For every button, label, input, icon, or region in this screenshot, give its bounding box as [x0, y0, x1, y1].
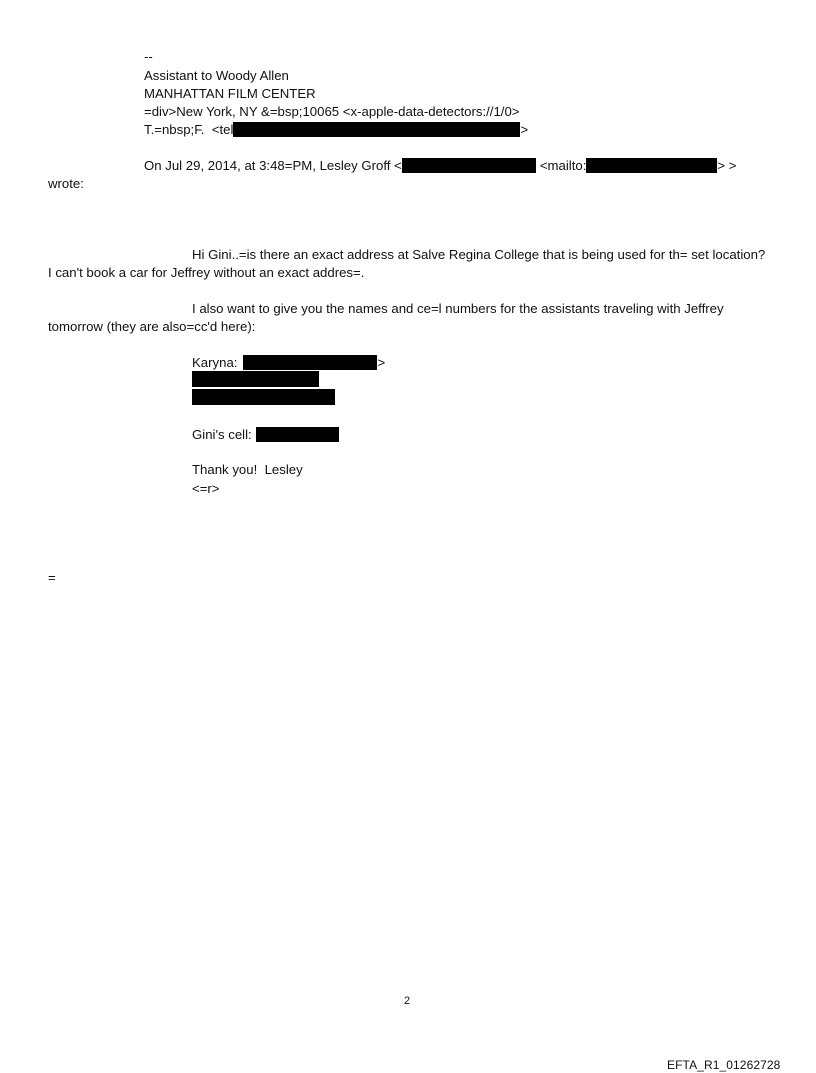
- quote-end: > >: [717, 158, 737, 173]
- gini-cell-label: Gini's cell:: [192, 427, 252, 442]
- karyna-label: Karyna:: [192, 355, 238, 370]
- signature-address: =div>New York, NY &=bsp;10065 <x-apple-data-detectors://1/0>: [144, 104, 520, 119]
- redaction-karyna-line2: [192, 371, 319, 387]
- document-id: EFTA_R1_01262728: [667, 1058, 781, 1072]
- trailing-equals: =: [48, 570, 56, 585]
- redaction-phone: [233, 122, 520, 137]
- redaction-gini-cell: [256, 427, 339, 442]
- quote-wrote: wrote:: [48, 176, 84, 191]
- phone-prefix: T.=nbsp;F. <tel: [144, 122, 234, 137]
- body-para2-line2: tomorrow (they are also=cc'd here):: [48, 319, 256, 334]
- redaction-karyna-line3: [192, 389, 335, 405]
- quote-mailto: <mailto:: [539, 158, 587, 173]
- karyna-suffix: >: [377, 355, 386, 370]
- body-para2-line1: I also want to give you the names and ce=l numbers for the assistants traveling with Jeffrey: [192, 301, 724, 316]
- quote-prefix: On Jul 29, 2014, at 3:48=PM, Lesley Groff <: [144, 158, 402, 173]
- redaction-mailto: [586, 158, 717, 173]
- gini-cell-line: [192, 426, 339, 443]
- body-para1-line2: I can't book a car for Jeffrey without an exact addres=.: [48, 265, 365, 280]
- sign-off: Thank you! Lesley: [192, 462, 303, 477]
- karyna-line: [192, 354, 385, 371]
- signature-dashes: --: [144, 49, 153, 64]
- quote-header: [144, 157, 736, 174]
- redaction-email: [402, 158, 536, 173]
- body-para1-line1: Hi Gini..=is there an exact address at Salve Regina College that is being used for th= set location?: [192, 247, 766, 262]
- signature-org: MANHATTAN FILM CENTER: [144, 86, 316, 101]
- phone-suffix: >: [520, 122, 529, 137]
- redaction-karyna-email: [243, 355, 377, 370]
- page-number: 2: [404, 995, 411, 1007]
- signature-phone-line: [144, 121, 528, 138]
- signature-role: Assistant to Woody Allen: [144, 68, 289, 83]
- closing-tag: <=r>: [192, 481, 220, 496]
